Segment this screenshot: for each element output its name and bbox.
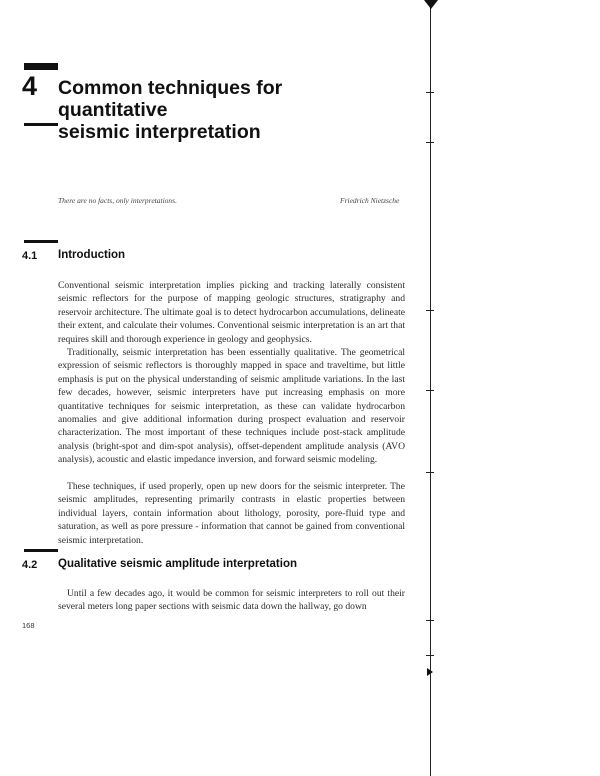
body-paragraph: These techniques, if used properly, open up new doors for the seismic interpreter. The seismic amplitudes, representing primarily contrasts in elastic properties between individual layers, contain information about lithology, porosity, pore-fluid type and saturation, as well as pore pressure - information that cannot be gained from conventional seismic interpretation. — [58, 481, 405, 546]
chapter-rule-top — [24, 63, 58, 70]
section-number: 4.1 — [22, 250, 38, 262]
section-title: Qualitative seismic amplitude interpretation — [58, 558, 298, 570]
margin-tick — [426, 655, 434, 656]
epigraph-attribution: Friedrich Nietzsche — [340, 196, 400, 205]
epigraph-text: There are no facts, only interpretations. — [58, 196, 177, 205]
margin-tick — [426, 620, 434, 621]
margin-tick — [426, 92, 434, 93]
body-paragraph: Conventional seismic interpretation implies picking and tracking laterally consistent seismic reflectors for the purpose of mapping geologic structures, stratigraphy and reservoir architecture. The ultimate goal is to detect hydrocarbon accumulations, delineate their extent, and calculate their volumes. Conventional seismic interpretation is an art that requires skill and thorough experience in geology and geophysics. — [58, 280, 405, 345]
chapter-rule-bottom — [24, 123, 58, 126]
margin-rule — [430, 0, 431, 776]
body-paragraph: Traditionally, seismic interpretation has been essentially qualitative. The geometrical expression of seismic reflectors is thoroughly mapped in space and traveltime, but little emphasis is put on the physical understanding of seismic amplitude variations. In the last few decades, however, seismic interpreters have put increasing emphasis on more quantitative techniques for seismic interpretation, as these can validate hydrocarbon anomalies and give additional information during prospect evaluation and reservoir characterization. The most important of these techniques include post-stack amplitude analysis (bright-spot and dim-spot analysis), offset-dependent amplitude analysis (AVO analysis), acoustic and elastic impedance inversion, and forward seismic modeling. — [58, 347, 405, 466]
chapter-title-line1: Common techniques for quantitative — [58, 77, 283, 121]
margin-tick — [426, 472, 434, 473]
section-number: 4.2 — [22, 559, 38, 571]
margin-tick — [426, 142, 434, 143]
chapter-title — [58, 77, 388, 143]
section-rule — [24, 240, 58, 243]
page-number: 168 — [22, 621, 35, 630]
chapter-title-line2: seismic interpretation — [58, 121, 261, 143]
corner-triangle-bottom — [427, 668, 433, 676]
section-rule — [24, 549, 58, 552]
corner-triangle-top — [424, 0, 438, 9]
chapter-number: 4 — [22, 71, 38, 101]
margin-tick — [426, 310, 434, 311]
margin-tick — [426, 390, 434, 391]
section-title: Introduction — [58, 249, 126, 261]
body-paragraph: Until a few decades ago, it would be common for seismic interpreters to roll out their several meters long paper sections with seismic data down the hallway, go down — [58, 588, 405, 613]
